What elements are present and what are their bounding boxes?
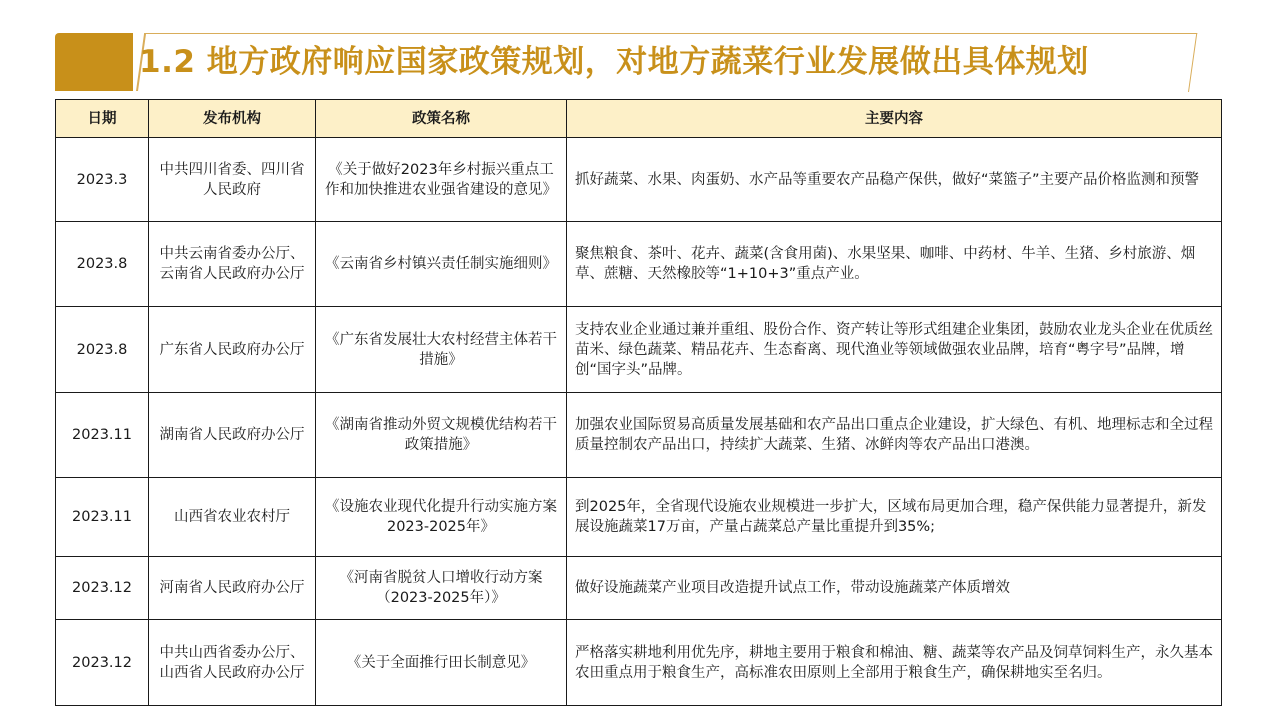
cell-org: 中共云南省委办公厅、云南省人民政府办公厅: [149, 222, 316, 307]
cell-policy-name: 《河南省脱贫人口增收行动方案（2023-2025年）》: [316, 557, 567, 620]
header-org: 发布机构: [149, 100, 316, 138]
cell-content: 支持农业企业通过兼并重组、股份合作、资产转让等形式组建企业集团，鼓励农业龙头企业在优质丝苗米、绿色蔬菜、精品花卉、生态畜离、现代渔业等领域做强农业品牌，培育“粤字号”品牌，增创“国字头”品牌。: [567, 307, 1222, 393]
cell-date: 2023.8: [56, 222, 149, 307]
cell-org: 山西省农业农村厅: [149, 478, 316, 557]
cell-policy-name: 《湖南省推动外贸文规模优结构若干政策措施》: [316, 393, 567, 478]
table-row: [56, 620, 1222, 706]
cell-date: 2023.11: [56, 478, 149, 557]
table-row: [56, 478, 1222, 557]
cell-content: 到2025年，全省现代设施农业规模进一步扩大，区域布局更加合理，稳产保供能力显著提升，新发展设施蔬菜17万亩，产量占蔬菜总产量比重提升到35%;: [567, 478, 1222, 557]
table-row: [56, 307, 1222, 393]
cell-date: 2023.3: [56, 138, 149, 222]
cell-policy-name: 《设施农业现代化提升行动实施方案2023-2025年》: [316, 478, 567, 557]
cell-org: 河南省人民政府办公厅: [149, 557, 316, 620]
cell-date: 2023.11: [56, 393, 149, 478]
cell-policy-name: 《广东省发展壮大农村经营主体若干措施》: [316, 307, 567, 393]
cell-date: 2023.8: [56, 307, 149, 393]
cell-date: 2023.12: [56, 557, 149, 620]
cell-content: 抓好蔬菜、水果、肉蛋奶、水产品等重要农产品稳产保供，做好“菜篮子”主要产品价格监测和预警: [567, 138, 1222, 222]
cell-org: 广东省人民政府办公厅: [149, 307, 316, 393]
table-header-row: [56, 100, 1222, 138]
header-date: 日期: [56, 100, 149, 138]
cell-content: 加强农业国际贸易高质量发展基础和农产品出口重点企业建设，扩大绿色、有机、地理标志和全过程质量控制农产品出口，持续扩大蔬菜、生猪、冰鲜肉等农产品出口港澳。: [567, 393, 1222, 478]
policy-table: [55, 99, 1222, 706]
cell-org: 中共四川省委、四川省人民政府: [149, 138, 316, 222]
cell-content: 严格落实耕地利用优先序，耕地主要用于粮食和棉油、糖、蔬菜等农产品及饲草饲料生产，永久基本农田重点用于粮食生产，高标准农田原则上全部用于粮食生产，确保耕地实至名归。: [567, 620, 1222, 706]
cell-org: 湖南省人民政府办公厅: [149, 393, 316, 478]
table-row: [56, 138, 1222, 222]
table-row: [56, 393, 1222, 478]
table-row: [56, 557, 1222, 620]
table-row: [56, 222, 1222, 307]
title-accent-block: [55, 33, 133, 91]
cell-policy-name: 《关于全面推行田长制意见》: [316, 620, 567, 706]
cell-date: 2023.12: [56, 620, 149, 706]
cell-content: 做好设施蔬菜产业项目改造提升试点工作，带动设施蔬菜产体质增效: [567, 557, 1222, 620]
cell-policy-name: 《关于做好2023年乡村振兴重点工作和加快推进农业强省建设的意见》: [316, 138, 567, 222]
cell-content: 聚焦粮食、茶叶、花卉、蔬菜(含食用菌)、水果坚果、咖啡、中药材、牛羊、生猪、乡村旅游、烟草、蔗糖、天然橡胶等“1+10+3”重点产业。: [567, 222, 1222, 307]
header-content: 主要内容: [567, 100, 1222, 138]
cell-org: 中共山西省委办公厅、山西省人民政府办公厅: [149, 620, 316, 706]
page-title: 1.2 地方政府响应国家政策规划，对地方蔬菜行业发展做出具体规划: [139, 44, 1089, 80]
header-name: 政策名称: [316, 100, 567, 138]
cell-policy-name: 《云南省乡村镇兴责任制实施细则》: [316, 222, 567, 307]
